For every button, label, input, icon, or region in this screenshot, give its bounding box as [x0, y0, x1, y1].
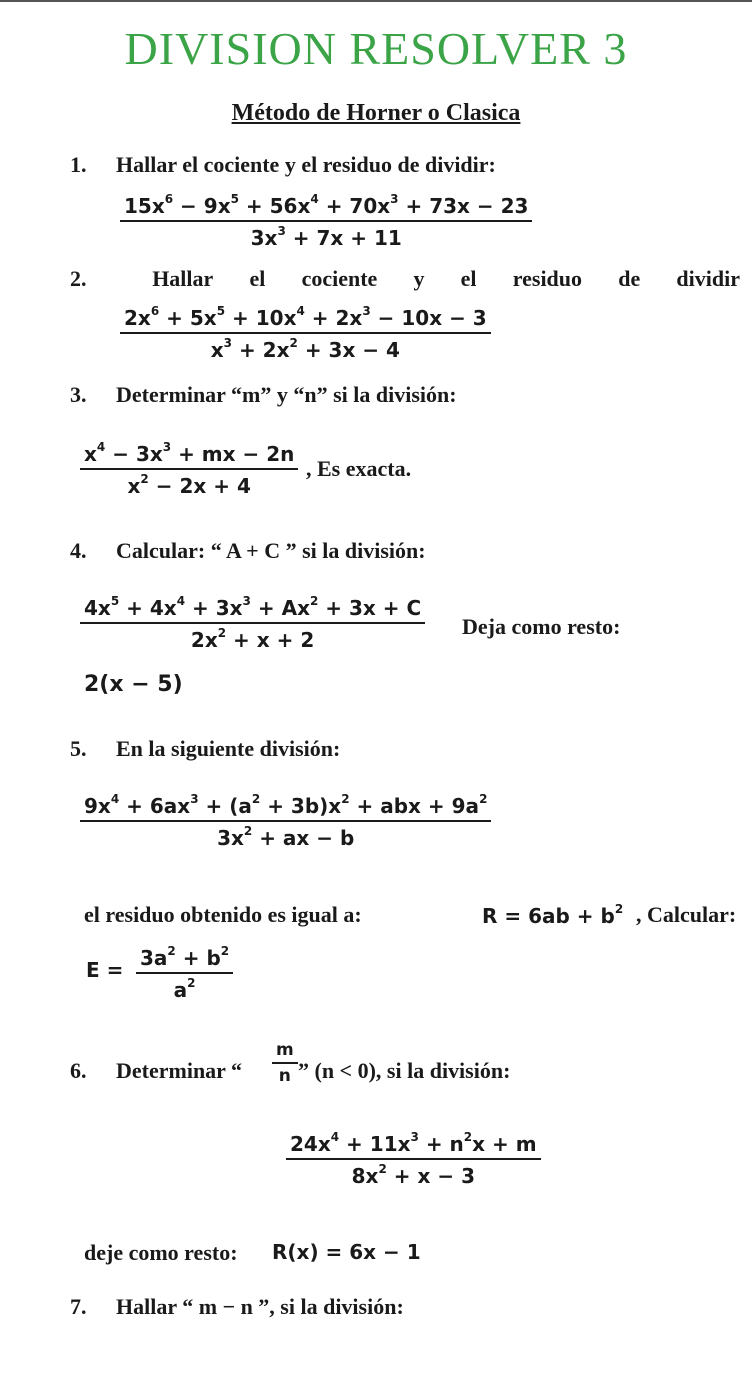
top-rule — [0, 0, 752, 2]
problem-5-E-fraction: $3a^2 + b^2$ $a^2$ — [136, 944, 233, 1002]
problem-3-statement: 3. Determinar “m” y “n” si la división: — [70, 382, 457, 407]
problem-4-fraction: $4x^5 + 4x^4 + 3x^3 + Ax^2 + 3x + C$ $2x^2 + x + 2$ — [80, 594, 425, 652]
problem-6-rest-label: deje como resto: — [84, 1240, 238, 1265]
problem-6-fraction: $24x^4 + 11x^3 + n^2x + m$ $8x^2 + x - 3$ — [286, 1130, 541, 1188]
problem-4-rest: 2(x − 5) — [84, 672, 183, 697]
problem-5-calc-label: , Calcular: — [636, 902, 737, 927]
problem-4-rest-label: Deja como resto: — [462, 614, 621, 639]
problem-6-statement: 6. Determinar “ — [70, 1058, 243, 1083]
problem-1-fraction: $15x^6 - 9x^5 + 56x^4 + 70x^3 + 73x - 23$ $3x^3 + 7x + 11$ — [120, 192, 532, 250]
problem-5-statement: 5. En la siguiente división: — [70, 736, 341, 761]
page-title: DIVISION RESOLVER 3 — [124, 23, 628, 74]
problem-7-statement: 7. Hallar “ m − n ”, si la división: — [70, 1294, 404, 1319]
problem-4-statement: 4. Calcular: “ A + C ” si la división: — [70, 538, 426, 563]
problem-5-fraction: $9x^4 + 6ax^3 + (a^2 + 3b)x^2$ + abx + $9a^2$ $3x^2$ + ax − b — [80, 792, 491, 850]
page-subtitle: Método de Horner o Clasica — [231, 100, 521, 126]
problem-5-residue-expr: $R = 6ab + b^2$ — [482, 902, 624, 928]
problem-2-fraction: $2x^6 + 5x^5 + 10x^4 + 2x^3 - 10x - 3$ $x^3 + 2x^2 + 3x - 4$ — [120, 304, 491, 362]
problem-1-statement: 1. Hallar el cociente y el residuo de dividir: — [70, 152, 496, 177]
problem-6-condition: ” (n < 0), si la división: — [298, 1058, 511, 1083]
problem-5-residue-text: el residuo obtenido es igual a: — [84, 902, 362, 927]
problem-3-fraction: $x^4 - 3x^3$ + mx − 2n $x^2 - 2x + 4$ — [80, 440, 298, 498]
problem-2-statement: 2. Hallar el cociente y el residuo de dividir — [70, 266, 740, 291]
problem-5-E-label: E = — [86, 958, 124, 982]
problem-6-rest: R(x) = 6x − 1 — [272, 1240, 421, 1264]
problem-3-condition: , Es exacta. — [306, 456, 412, 481]
problem-6-mn-fraction: m n — [272, 1040, 298, 1086]
